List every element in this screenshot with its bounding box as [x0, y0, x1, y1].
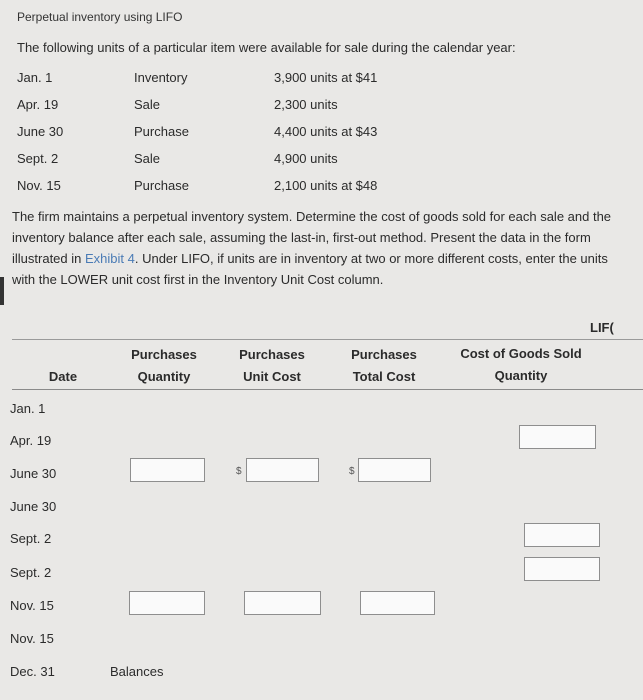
transaction-detail: 3,900 units at $41: [274, 70, 378, 85]
transaction-detail: 4,400 units at $43: [274, 124, 378, 139]
transaction-date: Sept. 2: [17, 151, 59, 166]
row-date: Dec. 31: [10, 664, 55, 679]
transaction-type: Sale: [134, 151, 161, 166]
instructions-text: The firm maintains a perpetual inventory system. Determine the cost of goods sold for each sale and the inventory balance after each sale, assuming the last-in, first-out method. Present the data in the form illustrated in: [12, 209, 612, 266]
lifo-label: LIF(: [590, 320, 614, 335]
purchases-quantity-input[interactable]: [129, 591, 205, 615]
transaction-type: Inventory: [134, 70, 188, 85]
purchases-unit-cost-input[interactable]: [244, 591, 321, 615]
transaction-date: Apr. 19: [17, 97, 59, 112]
transaction-type: Sale: [134, 97, 161, 112]
purchases-quantity-input[interactable]: [130, 458, 205, 482]
transaction-type: Purchase: [134, 124, 189, 139]
header-line: Quantity: [137, 369, 191, 384]
transaction-date: June 30: [17, 124, 64, 139]
row-date: Apr. 19: [10, 433, 52, 448]
dollar-sign: $: [349, 466, 355, 477]
header-line: Total Cost: [352, 369, 416, 384]
cogs-quantity-input[interactable]: [524, 557, 600, 581]
transaction-type: Purchase: [134, 178, 189, 193]
margin-marker: [0, 277, 4, 305]
row-date: Nov. 15: [10, 631, 54, 646]
instructions-text-continued: . Under LIFO, if units are in inventory at two or more different costs, enter the units with the LOWER unit cost first in the Inventory Unit Cost column.: [12, 251, 608, 287]
purchases-total-cost-input[interactable]: [360, 591, 435, 615]
purchases-unit-cost-input[interactable]: [246, 458, 319, 482]
cogs-quantity-input[interactable]: [524, 523, 600, 547]
page-title: Perpetual inventory using LIFO: [17, 10, 183, 24]
transaction-detail: 2,100 units at $48: [274, 178, 378, 193]
balances-label: Balances: [110, 664, 164, 679]
row-date: June 30: [10, 499, 57, 514]
dollar-sign: $: [236, 466, 242, 477]
transaction-detail: 4,900 units: [274, 151, 338, 166]
table-header-rule: [12, 389, 643, 390]
header-line: Purchases: [351, 347, 417, 362]
transaction-detail: 2,300 units: [274, 97, 338, 112]
instructions-paragraph: [12, 206, 612, 290]
header-line: Purchases: [131, 347, 197, 362]
header-purchases-total-cost: [338, 344, 430, 388]
header-line: Cost of Goods Sold: [460, 346, 582, 361]
intro-text: The following units of a particular item were available for sale during the calendar year:: [17, 40, 516, 55]
cogs-quantity-input[interactable]: [519, 425, 596, 449]
header-line: Quantity: [494, 368, 548, 383]
row-date: Jan. 1: [10, 401, 46, 416]
header-line: Unit Cost: [243, 369, 301, 384]
row-date: Sept. 2: [10, 531, 52, 546]
transaction-date: Nov. 15: [17, 178, 61, 193]
header-purchases-unit-cost: [226, 344, 318, 388]
purchases-total-cost-input[interactable]: [358, 458, 431, 482]
transaction-date: Jan. 1: [17, 70, 53, 85]
header-purchases-quantity: [118, 344, 210, 388]
row-date: Sept. 2: [10, 565, 52, 580]
header-cogs-quantity: [446, 343, 596, 387]
row-date: Nov. 15: [10, 598, 54, 613]
header-date: Date: [48, 369, 78, 384]
exhibit-link[interactable]: Exhibit 4: [84, 251, 135, 266]
table-top-rule: [12, 339, 643, 340]
header-line: Purchases: [239, 347, 305, 362]
row-date: June 30: [10, 466, 57, 481]
